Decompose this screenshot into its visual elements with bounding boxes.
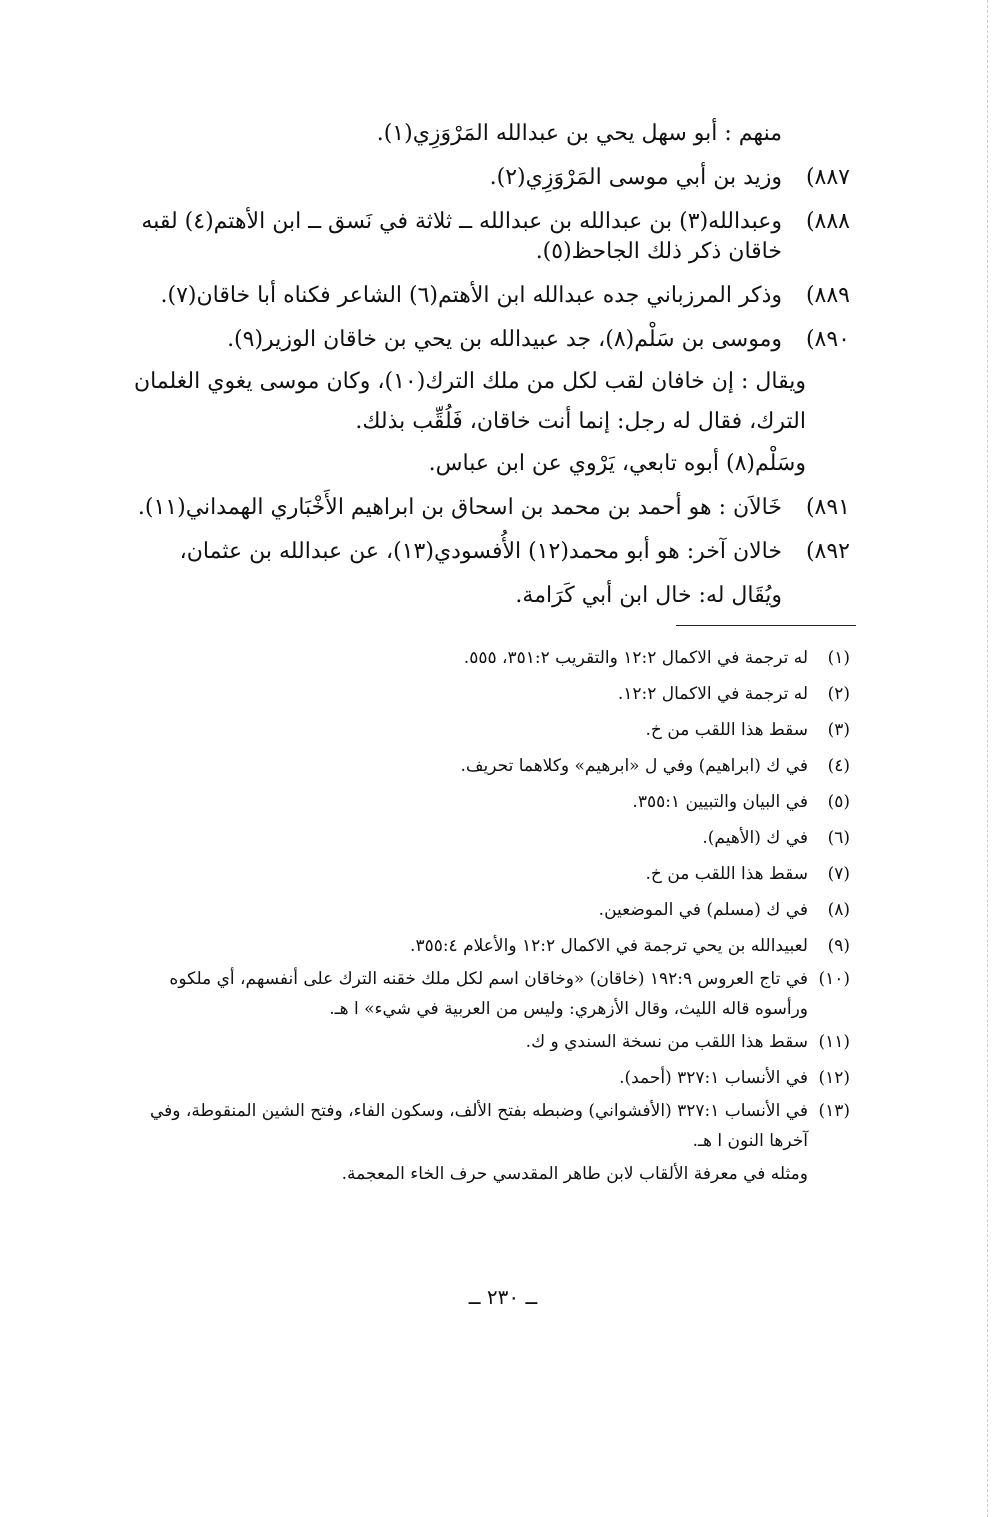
- footnote-extra: [130, 1156, 850, 1192]
- entry-number: ٨٨٧): [805, 165, 850, 190]
- footnote-text: في ك (ابراهيم) وفي ل «ابرهيم» وكلاهما تحريف.: [460, 756, 808, 776]
- footnote-text: لعبيدالله بن يحي ترجمة في الاكمال ١٢:٢ والأعلام ٣٥٥:٤.: [410, 936, 808, 956]
- footnote-text: في الأنساب ٣٢٧:١ (الأفشواني) وضبطه بفتح الألف، وسكون الفاء، وفتح الشين المنقوطة، وفي آخرها النون ا هـ.: [150, 1101, 808, 1151]
- entry-text: وزيد بن أبي موسى المَرْوَزِي(٢).: [489, 165, 782, 190]
- footnote: [130, 964, 850, 1024]
- footnote: [130, 1096, 850, 1156]
- footnote: [130, 928, 850, 964]
- entry-890-paragraph: ويقال : إن خافان لقب لكل من ملك الترك(١٠)، وكان موسى يغوي الغلمان الترك، فقال له رجل: إنما أنت خاقان، فَلُقِّب بذلك.: [133, 369, 806, 434]
- footnote-text: في البيان والتبيين ٣٥٥:١.: [632, 792, 808, 812]
- footnote-number: (١٢): [818, 1068, 850, 1088]
- footnotes: [130, 640, 850, 1192]
- footnote-number: (٤): [827, 756, 850, 776]
- footnote-number: (١٠): [818, 969, 850, 989]
- footnote-number: (٣): [827, 720, 850, 740]
- footnote: [130, 856, 850, 892]
- footnote-text: في تاج العروس ١٩٢:٩ (خاقان) «وخاقان اسم لكل ملك خقنه الترك على أنفسهم، أي ملكوه ورأسوه قاله الليث، وقال الأزهري: وليس من العربية في شيء» ا هـ.: [169, 969, 808, 1019]
- entry-number: ٨٨٨): [805, 209, 850, 234]
- page-number: ــ ٢٣٠ ــ: [468, 1285, 538, 1309]
- footnote-separator: [676, 625, 856, 626]
- entry-text: وذكر المرزباني جده عبدالله ابن الأهتم(٦) الشاعر فكناه أبا خاقان(٧).: [160, 283, 782, 308]
- entry-887: [130, 156, 850, 200]
- footnote: [130, 1024, 850, 1060]
- footnote: [130, 892, 850, 928]
- intro-line: منهم : أبو سهل يحي بن عبدالله المَرْوَزِي(١).: [376, 121, 782, 146]
- entry-892: [130, 530, 850, 618]
- footnote-text: سقط هذا اللقب من نسخة السندي و ك.: [525, 1032, 808, 1052]
- footnote-number: (٧): [827, 864, 850, 884]
- footnote-text: سقط هذا اللقب من خ.: [645, 864, 808, 884]
- footnote-number: (١٣): [818, 1101, 850, 1121]
- footnote: [130, 784, 850, 820]
- footnote-text: له ترجمة في الاكمال ١٢:٢ والتقريب ٣٥١:٢، ٥٥٥.: [463, 648, 808, 668]
- footnote: [130, 640, 850, 676]
- footnote-text: في الأنساب ٣٢٧:١ (أحمد).: [619, 1068, 808, 1088]
- footnote: [130, 748, 850, 784]
- entry-890-paragraph-2: وسَلْم(٨) أبوه تابعي، يَرْوي عن ابن عباس.: [428, 451, 806, 476]
- main-text: [130, 112, 850, 618]
- entry-number: ٨٩٠): [805, 327, 850, 352]
- footnote-text: سقط هذا اللقب من خ.: [645, 720, 808, 740]
- footnote-number: (٦): [827, 828, 850, 848]
- entry-number: ٨٩٢): [805, 539, 850, 564]
- entry-889: [130, 274, 850, 318]
- footnote-text: له ترجمة في الاكمال ١٢:٢.: [617, 684, 808, 704]
- entry-text: خَالاَن : هو أحمد بن محمد بن اسحاق بن ابراهيم الأَخْبَاري الهمداني(١١).: [137, 495, 782, 520]
- footnote-number: (٥): [827, 792, 850, 812]
- entry-890: [130, 318, 850, 362]
- footnote-text: في ك (مسلم) في الموضعين.: [598, 900, 808, 920]
- footnote: [130, 676, 850, 712]
- entry-number: ٨٩١): [805, 495, 850, 520]
- footnote-text: في ك (الأهيم).: [702, 828, 808, 848]
- entry-text: وعبدالله(٣) بن عبدالله بن عبدالله ــ ثلاثة في نَسق ــ ابن الأهتم(٤) لقبه خاقان ذكر ذلك الجاحظ(٥).: [141, 209, 782, 264]
- entry-number: ٨٨٩): [805, 283, 850, 308]
- entry-text: وموسى بن سَلْم(٨)، جد عبيدالله بن يحي بن خاقان الوزير(٩).: [227, 327, 782, 352]
- entry-888: [130, 207, 850, 267]
- entry-891: [130, 486, 850, 530]
- footnote: [130, 1060, 850, 1096]
- footnote-number: (٨): [827, 900, 850, 920]
- footnote-extra-text: ومثله في معرفة الألقاب لابن طاهر المقدسي حرف الخاء المعجمة.: [341, 1164, 808, 1184]
- footnote-number: (٩): [827, 936, 850, 956]
- footnote-number: (١١): [818, 1032, 850, 1052]
- footnote-number: (٢): [827, 684, 850, 704]
- footnote: [130, 712, 850, 748]
- footnote-number: (١): [827, 648, 850, 668]
- entry-text: خالان آخر: هو أبو محمد(١٢) الأُفسودي(١٣)، عن عبدالله بن عثمان، ويُقَال له: خال ابن أبي كَرَامة.: [179, 539, 782, 608]
- footnote: [130, 820, 850, 856]
